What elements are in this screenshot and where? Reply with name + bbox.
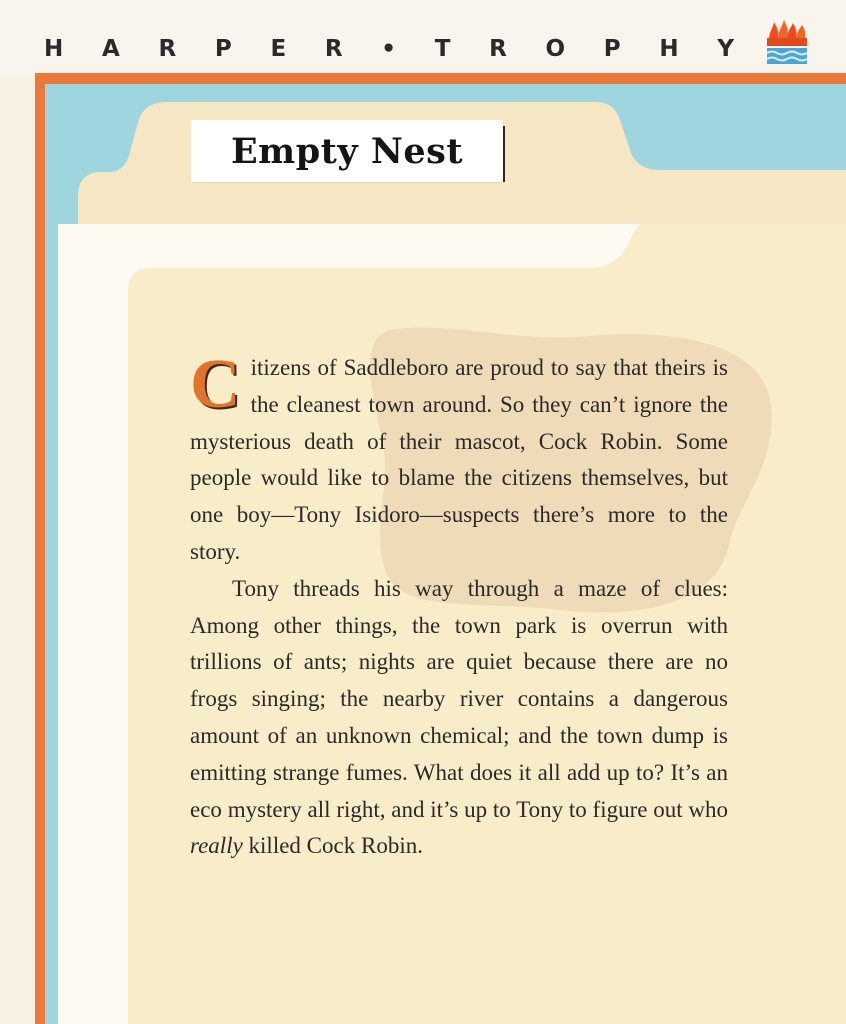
publisher-letter: H: [659, 36, 679, 62]
publisher-letter: P: [603, 36, 621, 62]
publisher-letter: T: [434, 36, 451, 62]
publisher-letter: R: [158, 36, 177, 62]
paragraph-2-emphasis: really: [190, 833, 243, 859]
paragraph-2-text-end: killed Cock Robin.: [248, 833, 423, 859]
synopsis: [190, 346, 728, 865]
synopsis-paragraph-2: [190, 571, 728, 865]
publisher-letter: H: [44, 36, 64, 62]
publisher-letter: Y: [717, 36, 734, 62]
synopsis-paragraph-1: [190, 346, 728, 571]
title-label: [191, 120, 503, 182]
publisher-letter: P: [214, 36, 232, 62]
publisher-letter: R: [324, 36, 343, 62]
publisher-letter: O: [545, 36, 566, 62]
publisher-letter: E: [270, 36, 287, 62]
drop-cap: C: [190, 346, 241, 423]
title-label-edge: [503, 126, 505, 182]
publisher-letter: R: [489, 36, 507, 62]
paragraph-2-text-start: Tony threads his way through a maze of clues: Among other things, the town park is overrun with trillions of ants; nights are quiet because there are no frogs singing; the nearby river contains a dangerous amount of an unknown chemical; and the town dump is emitting strange fumes. What does it all add up to? It’s an eco mystery all right, and it’s up to Tony to figure out who: [190, 575, 728, 822]
book-title: Empty Nest: [230, 130, 463, 172]
paragraph-1-text: itizens of Saddleboro are proud to say that theirs is the cleanest town around. So they can’t ignore the mysterious death of their mascot, Cock Robin. Some people would like to blame the citizens themselves, but one boy—Tony Isidoro—suspects there’s more to the story.: [190, 355, 728, 564]
publisher-separator: •: [381, 36, 396, 62]
publisher-letter: A: [101, 36, 120, 62]
